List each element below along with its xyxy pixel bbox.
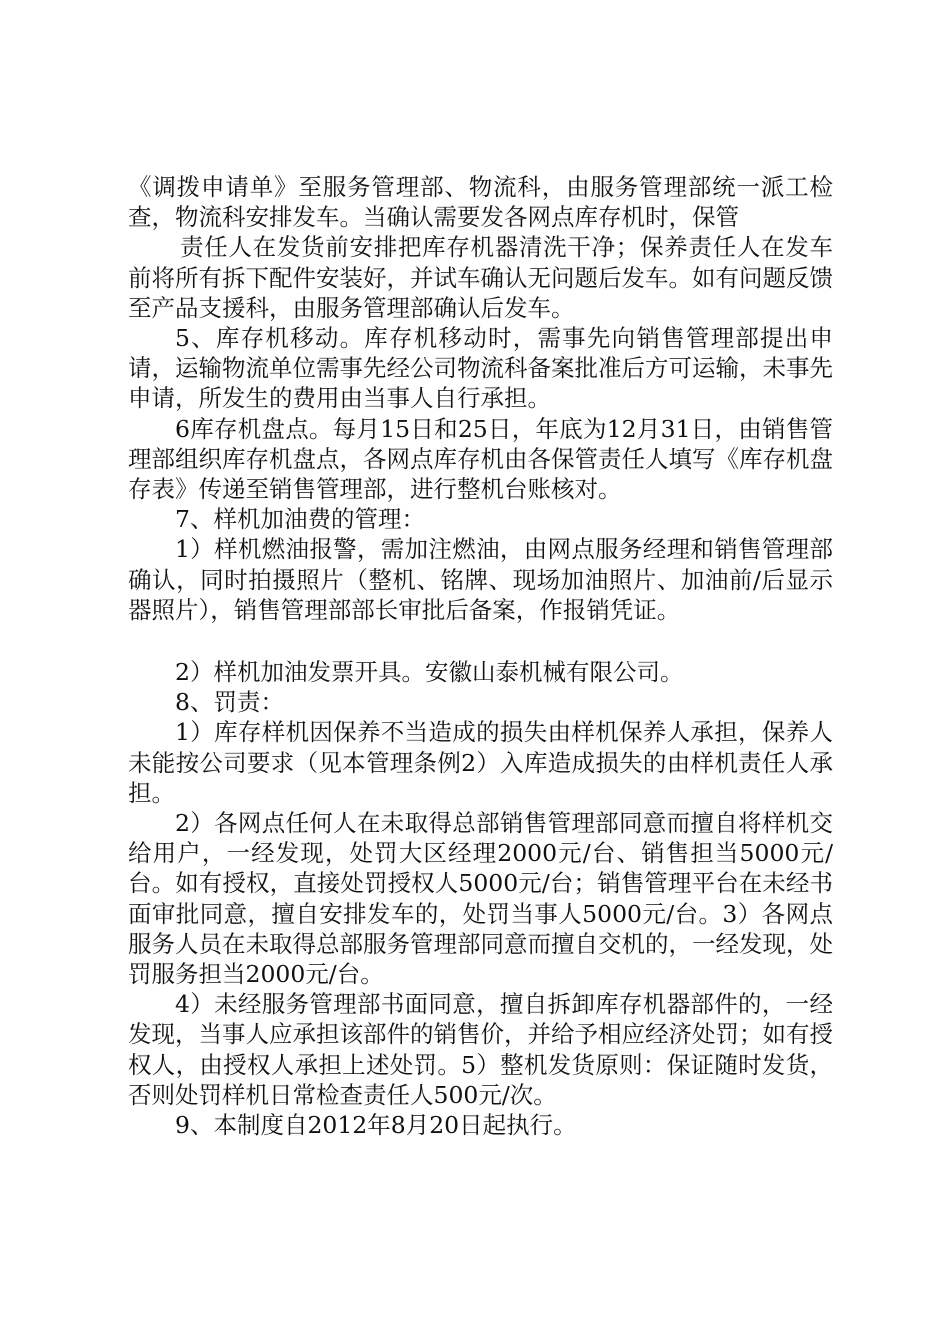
paragraph-item-8-4: 4）未经服务管理部书面同意，擅自拆卸库存机器部件的，一经发现，当事人应承担该部件的销售价，并给予相应经济处罚；如有授权人，由授权人承担上述处罚。5）整机发货原则：保证随时发货，否则处罚样机日常检查责任人500元/次。 bbox=[128, 990, 833, 1109]
paragraph-item-8-2: 2）各网点任何人在未取得总部销售管理部同意而擅自将样机交给用户，一经发现，处罚大区经理2000元/台、销售担当5000元/台。如有授权，直接处罚授权人5000元/台；销售管理平台在未经书面审批同意，擅自安排发车的，处罚当事人5000元/台。3）各网点服务人员在未取得总部服务管理部同意而擅自交机的，一经发现，处罚服务担当2000元/台。 bbox=[128, 809, 833, 989]
paragraph-item-8-1: 1）库存样机因保养不当造成的损失由样机保养人承担，保养人未能按公司要求（见本管理条例2）入库造成损失的由样机责任人承担。 bbox=[128, 718, 833, 807]
paragraph-item-5: 5、库存机移动。库存机移动时，需事先向销售管理部提出申请，运输物流单位需事先经公司物流科备案批准后方可运输，未事先申请，所发生的费用由当事人自行承担。 bbox=[128, 324, 833, 413]
document-body bbox=[128, 172, 833, 1140]
paragraph-transfer-request: 《调拨申请单》至服务管理部、物流科，由服务管理部统一派工检查，物流科安排发车。当确认需要发各网点库存机时，保管 bbox=[128, 173, 833, 232]
paragraph-spacer bbox=[128, 625, 833, 657]
paragraph-item-8: 8、罚责： bbox=[175, 688, 284, 717]
paragraph-item-7-2: 2）样机加油发票开具。安徽山泰机械有限公司。 bbox=[175, 658, 684, 687]
paragraph-item-7-1: 1）样机燃油报警，需加注燃油，由网点服务经理和销售管理部确认，同时拍摄照片（整机、铭牌、现场加油照片、加油前/后显示器照片），销售管理部部长审批后备案，作报销凭证。 bbox=[128, 535, 833, 624]
paragraph-responsible-person: 责任人在发货前安排把库存机器清洗干净；保养责任人在发车前将所有拆下配件安装好，并试车确认无问题后发车。如有问题反馈至产品支援科，由服务管理部确认后发车。 bbox=[128, 233, 833, 322]
paragraph-item-6: 6库存机盘点。每月15日和25日，年底为12月31日，由销售管理部组织库存机盘点，各网点库存机由各保管责任人填写《库存机盘存表》传递至销售管理部，进行整机台账核对。 bbox=[128, 414, 833, 504]
paragraph-item-9: 9、本制度自2012年8月20日起执行。 bbox=[175, 1111, 577, 1140]
paragraph-item-7: 7、样机加油费的管理： bbox=[175, 505, 425, 534]
